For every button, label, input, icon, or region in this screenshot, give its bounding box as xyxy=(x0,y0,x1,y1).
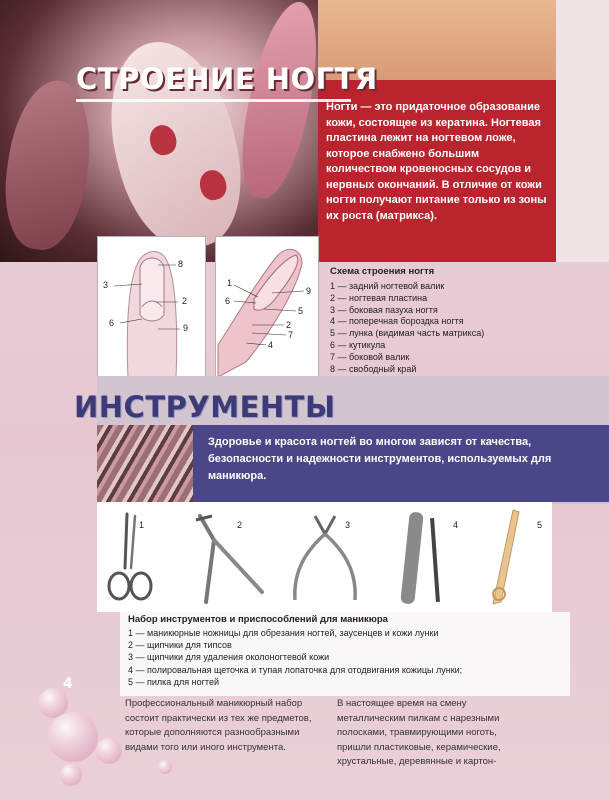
light-strip xyxy=(556,0,609,262)
legend-item: 7 — боковой валик xyxy=(330,351,410,362)
section-title-tools: ИНСТРУМЕНТЫ xyxy=(74,390,336,424)
tool-item: 5 — пилка для ногтей xyxy=(128,676,219,687)
diagram-label: 2 xyxy=(286,320,292,330)
section-title-structure: СТРОЕНИЕ НОГТЯ xyxy=(76,62,378,96)
diagram-label: 6 xyxy=(225,296,231,306)
legend-item: 4 — поперечная бороздка ногтя xyxy=(330,316,464,327)
bubble-decoration xyxy=(60,764,82,786)
tool-number: 5 xyxy=(537,520,543,530)
title-underline xyxy=(76,99,351,102)
tools-illustration xyxy=(97,502,552,612)
legend-item: 2 — ногтевая пластина xyxy=(330,292,428,303)
tool-number: 1 xyxy=(139,520,145,530)
tool-number: 2 xyxy=(237,520,243,530)
nails-photo xyxy=(0,0,318,262)
diagram-label: 4 xyxy=(268,340,274,350)
tool-number: 4 xyxy=(453,520,459,530)
nail-file-icon xyxy=(483,506,543,610)
legend-item: 3 — боковая пазуха ногтя xyxy=(330,304,438,315)
tip-clipper-icon xyxy=(192,510,272,608)
nail-shape xyxy=(230,0,330,204)
diagram-label: 6 xyxy=(109,318,115,328)
tools-photo xyxy=(97,425,193,502)
cuticle-nippers-icon xyxy=(287,510,367,608)
finger-outline-front xyxy=(98,237,205,377)
legend-item: 6 — кутикула xyxy=(330,339,386,350)
diagram-label: 1 xyxy=(227,278,233,288)
nail-shape xyxy=(0,75,99,254)
nail-diagram-front xyxy=(97,236,206,378)
tools-list xyxy=(128,614,568,688)
legend-list xyxy=(330,281,570,387)
intro-paragraph: Ногти — это придаточное образование кожи, состоящее из кератина. Ногтевая пластина лежит на ногтевом ложе, которое снабжено большим количеством кровеносных сосудов и нервных окончаний. В отличие от кожи ногти получают питание только из зоны их роста (матрикса). xyxy=(326,101,547,222)
diagram-label: 9 xyxy=(183,323,189,333)
legend-item: 8 — свободный край xyxy=(330,363,417,374)
bubble-decoration xyxy=(158,760,172,774)
tools-list-title: Набор инструментов и приспособлений для маникюра xyxy=(128,614,388,625)
tool-item: 4 — полировальная щеточка и тупая лопаточка для отодвигания кожицы лунки; xyxy=(128,664,463,675)
tool-item: 3 — щипчики для удаления околоногтевой кожи xyxy=(128,652,330,663)
tool-item: 1 — маникюрные ножницы для обрезания ногтей, заусенцев и кожи лунки xyxy=(128,628,439,638)
bubble-decoration xyxy=(96,738,122,764)
tools-intro-paragraph: Здоровье и красота ногтей во многом зависят от качества, безопасности и надежности инструментов, используемых для маникюра. xyxy=(208,436,552,482)
scissors-icon xyxy=(105,510,155,608)
tools-items xyxy=(128,627,568,688)
nail-diagram-side xyxy=(215,236,319,378)
page-number: 4 xyxy=(63,676,73,692)
diagram-label: 7 xyxy=(288,330,294,340)
legend-title: Схема строения ногтя xyxy=(330,266,435,277)
legend-item: 5 — лунка (видимая часть матрикса) xyxy=(330,328,485,339)
diagram-label: 9 xyxy=(306,286,312,296)
legend-item: 1 — задний ногтевой валик xyxy=(330,281,445,291)
bubble-decoration xyxy=(48,712,98,762)
nail-structure-legend xyxy=(330,266,570,387)
diagram-label: 2 xyxy=(182,296,188,306)
diagram-label: 8 xyxy=(178,259,184,269)
body-column-left: Профессиональный маникюрный набор состоит практически из тех же предметов, которые дополняются разнообразными видами того или иного инструмента. xyxy=(125,698,312,753)
diagram-label: 3 xyxy=(103,280,109,290)
body-column-right: В настоящее время на смену металлическим пилкам с нарезными полосками, травмирующими ноготь, пришли пластиковые, керамические, хрустальные, деревянные и картон- xyxy=(337,698,501,767)
diagram-label: 5 xyxy=(298,306,304,316)
tool-item: 2 — щипчики для типсов xyxy=(128,640,232,651)
tool-number: 3 xyxy=(345,520,351,530)
